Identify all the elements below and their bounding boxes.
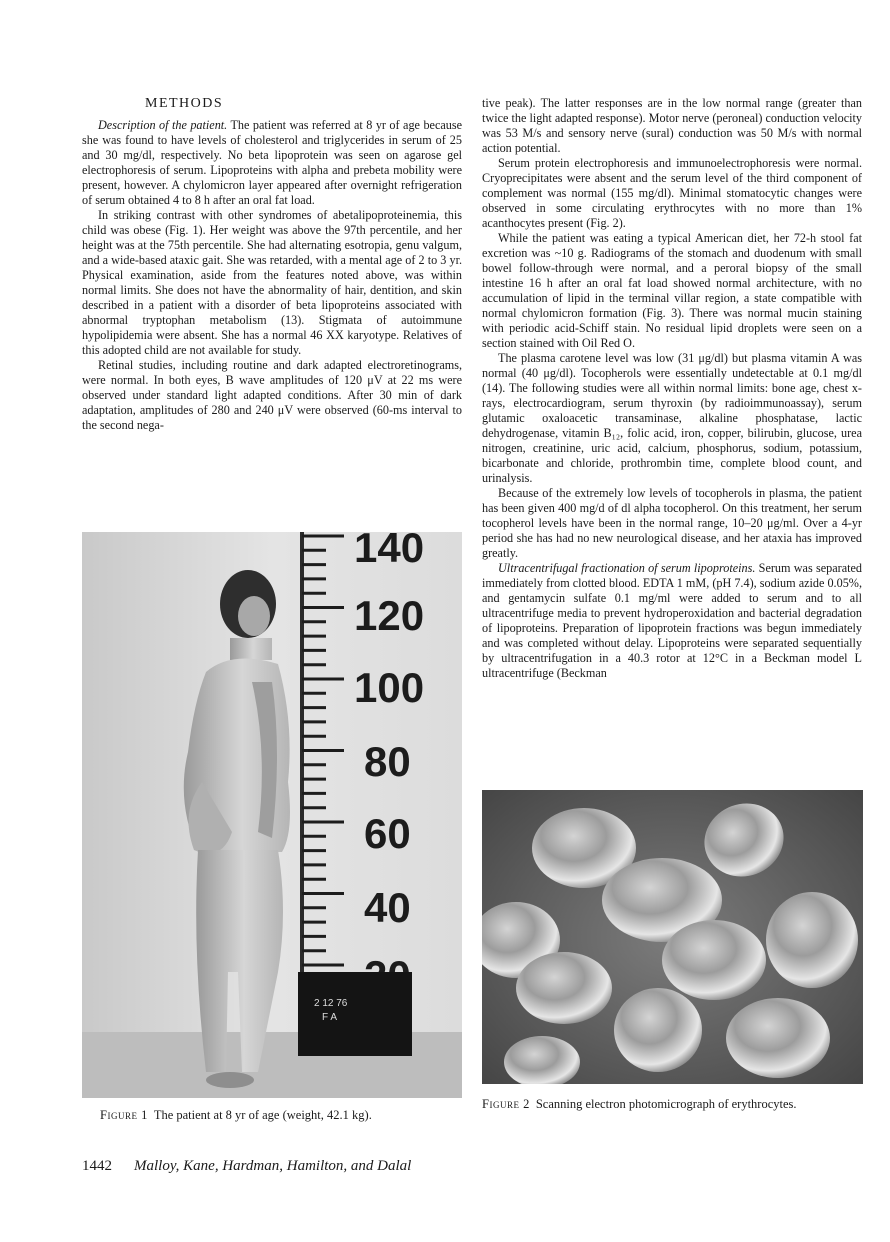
plate-date: 2 12 76 xyxy=(314,998,348,1009)
name-plate xyxy=(298,972,412,1056)
paragraph-text: The patient was referred at 8 yr of age because she was found to have levels of cholesterol and triglycerides in serum of 25 and 30 mg/dl, respectively. No beta lipoprotein was seen on agarose gel electrophoresis of serum. Lipoproteins with alpha and prebeta mobility were present, however. A chylomicron layer appeared after overnight refrigeration of serum obtained 4 to 8 h after an oral fat load. xyxy=(82,118,463,207)
figure-2-micrograph xyxy=(482,790,863,1084)
subhead-ultracentrifugal: Ultracentrifugal fractionation of serum lipoproteins. xyxy=(498,561,756,575)
plate-initials: F A xyxy=(322,1012,338,1023)
scale-label-140: 140 xyxy=(354,532,425,571)
section-heading: METHODS xyxy=(145,96,224,111)
paragraph-diet: While the patient was eating a typical American diet, her 72-h stool fat excretion was ~10 g. Radiograms of the stomach and duodenum with small bowel follow-through were normal, and a peroral biopsy of the small intestine 16 h after an oral fat load showed normal architecture, with no accumulation of lipid in the terminal villar region, a state compatible with normal chylomicron formation (Fig. 3). There was normal mucin staining with periodic acid-Schiff stain. No residual lipid droplets were seen on a section stained with Oil Red O. xyxy=(482,231,862,350)
figure-1-photo xyxy=(82,532,462,1098)
right-column xyxy=(482,96,862,681)
subhead-patient: Description of the patient. xyxy=(98,118,228,132)
paragraph-carotene: The plasma carotene level was low (31 μg/dl) but plasma vitamin A was normal (40 μg/dl). Tocopherols were essentially undetectable at 0.1 mg/dl (14). The following studies were all within normal limits: bone age, chest x-rays, electrocardiogram, serum thyroxin (by radioimmunoassay), serum glutamic oxaloacetic transaminase, alkaline phosphatase, lactic dehydrogenase, vitamin B₁₂, folic acid, iron, copper, bilirubin, glucose, urea nitrogen, creatinine, uric acid, calcium, phosphorus, sodium, potassium, bicarbonate and chloride, prothrombin time, complete blood count, and urinalysis. xyxy=(482,351,862,485)
page-footer xyxy=(82,1158,411,1175)
patient-photo-graphic xyxy=(82,532,462,1098)
figure-2-caption xyxy=(482,1097,867,1112)
paragraph-retinal: Retinal studies, including routine and dark adapted electroretinograms, were normal. In both eyes, B wave amplitudes of 120 μV at 22 ms were observed under standard light adapted conditions. After 30 min of dark adaptation, amplitudes of 280 and 240 μV were observed (60-ms interval to the second nega- xyxy=(82,358,462,432)
erythrocyte-graphic xyxy=(482,790,863,1084)
scale-label-120: 120 xyxy=(354,592,425,639)
scale-label-100: 100 xyxy=(354,664,425,711)
figure-2-label: Figure 2 xyxy=(482,1097,530,1111)
figure-1-label: Figure 1 xyxy=(100,1108,148,1122)
footer-authors: Malloy, Kane, Hardman, Hamilton, and Dalal xyxy=(134,1158,412,1174)
paragraph-obesity: In striking contrast with other syndromes of abetalipoproteinemia, this child was obese (Fig. 1). Her weight was above the 97th percentile, and her height was at the 75th percentile. She had alternating esotropia, genu valgum, and a wide-based ataxic gait. She was retarded, with a mental age of 2 to 3 yr. Physical examination, aside from the features noted above, was within normal limits. She does not have the abnormality of hair, dentition, and skin described in a patient with a disorder of beta lipoproteins associated with abnormal tryptophan metabolism (13). Stigmata of autoimmune hypolipidemia were absent. She has a normal 46 XX karyotype. Relatives of this adopted child are not available for study. xyxy=(82,208,462,357)
scale-label-40: 40 xyxy=(364,884,411,931)
paragraph-nerve-conduction: tive peak). The latter responses are in the low normal range (greater than twice the light adapted response). Motor nerve (peroneal) conduction velocity was 53 M/s and sensory nerve (sural) conduction was 50 M/s with normal action potential. xyxy=(482,96,862,155)
left-column xyxy=(82,118,462,433)
figure-1-caption xyxy=(100,1108,460,1123)
scale-label-80: 80 xyxy=(364,738,411,785)
paragraph-electrophoresis: Serum protein electrophoresis and immunoelectrophoresis were normal. Cryoprecipitates were absent and the serum level of the third component of complement was normal (155 mg/dl). Minimal stomatocytic changes were observed in some circulating erythrocytes with no more than 1% acanthocytes present (Fig. 2). xyxy=(482,156,862,230)
scale-label-60: 60 xyxy=(364,810,411,857)
paragraph-ultracentrifugal xyxy=(482,561,862,681)
paragraph-tocopherol: Because of the extremely low levels of tocopherols in plasma, the patient has been given 400 mg/d of dl alpha tocopherol. On this treatment, her serum tocopherol levels have been in the normal range, 10–20 μg/ml. Over a 4-yr period she has had no new neurological disease, and her ataxia has improved greatly. xyxy=(482,486,862,560)
page-number: 1442 xyxy=(82,1158,112,1174)
paragraph-text: Serum was separated immediately from clotted blood. EDTA 1 mM, (pH 7.4), sodium azide 0.05%, and gentamycin sulfate 0.1 mg/ml were added to serum and to all ultracentrifuge media to prevent hydroperoxidation and bacterial degradation of lipoproteins. Preparation of lipoprotein fractions was begun immediately and was completed without delay. Lipoproteins were separated sequentially by ultracentrifugation in a 40.3 rotor at 12°C in a Beckman model L ultracentrifuge (Beckman xyxy=(482,561,862,680)
paragraph-patient-description xyxy=(82,118,462,208)
figure-2-caption-text: Scanning electron photomicrograph of erythrocytes. xyxy=(535,1097,797,1111)
figure-1-caption-text: The patient at 8 yr of age (weight, 42.1 kg). xyxy=(153,1108,372,1122)
